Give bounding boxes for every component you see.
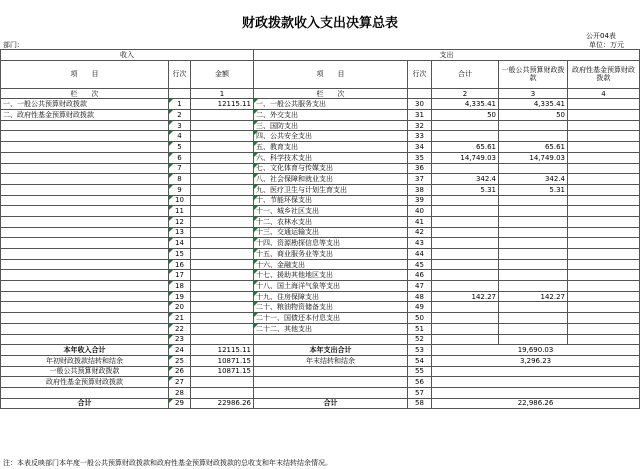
table-row (1, 152, 640, 163)
expense-total-cell (432, 227, 499, 238)
table-row (1, 99, 640, 110)
income-amount-cell (191, 238, 254, 249)
expense-general-cell: 14,749.03 (499, 152, 568, 163)
carry-line: 25 (169, 355, 191, 366)
income-amount-cell (191, 131, 254, 142)
expense-total-cell (432, 216, 499, 227)
expense-total-cell (432, 302, 499, 313)
expense-item-cell: 十、节能环保支出 (254, 195, 408, 206)
income-item-cell (1, 142, 169, 153)
expense-fund-cell (568, 238, 640, 249)
income-amount-cell (191, 152, 254, 163)
expense-line-cell: 46 (408, 270, 432, 281)
expense-general-cell (499, 238, 568, 249)
table-row (1, 323, 640, 334)
income-line-cell: 8 (169, 174, 191, 185)
grand-total-label-in: 合计 (1, 398, 169, 409)
expense-general-cell (499, 302, 568, 313)
income-amount-cell (191, 249, 254, 260)
blank-line: 28 (169, 387, 191, 398)
expense-total-cell (432, 334, 499, 345)
income-line-cell: 7 (169, 163, 191, 174)
table-row (1, 174, 640, 185)
income-line-cell: 1 (169, 99, 191, 110)
income-amount-cell (191, 216, 254, 227)
expense-item-cell: 十一、城乡社区支出 (254, 206, 408, 217)
expense-fund-cell (568, 227, 640, 238)
expense-line-cell: 32 (408, 120, 432, 131)
expense-general-cell (499, 281, 568, 292)
income-item-cell (1, 227, 169, 238)
expense-total-cell (432, 281, 499, 292)
income-item-cell (1, 302, 169, 313)
unit-label: 单位：万元 (589, 41, 624, 49)
income-item-cell (1, 291, 169, 302)
income-item-cell (1, 174, 169, 185)
expense-item-cell: 五、教育支出 (254, 142, 408, 153)
expense-item-cell: 十八、国土海洋气象等支出 (254, 281, 408, 292)
expense-item-cell: 十六、金融支出 (254, 259, 408, 270)
income-line-cell: 9 (169, 184, 191, 195)
income-item-cell (1, 184, 169, 195)
table-row (1, 142, 640, 153)
expense-fund-cell (568, 110, 640, 121)
lanci-label-ex: 栏 次 (254, 88, 408, 99)
expense-item-cell: 六、科学技术支出 (254, 152, 408, 163)
expense-line-cell: 42 (408, 227, 432, 238)
expense-item-cell: 十四、资源勘探信息等支出 (254, 238, 408, 249)
general-carry-label: 一般公共预算财政拨款 (1, 366, 169, 377)
expense-line-cell: 48 (408, 291, 432, 302)
income-item-cell (1, 163, 169, 174)
expense-total-cell: 14,749.03 (432, 152, 499, 163)
fund-ex-line: 56 (408, 377, 432, 388)
income-line-header: 行次 (169, 60, 191, 88)
expense-general-cell (499, 270, 568, 281)
expense-fund-cell (568, 302, 640, 313)
expense-fund-cell (568, 174, 640, 185)
expense-fund-cell (568, 206, 640, 217)
table-row (1, 184, 640, 195)
income-line-cell: 13 (169, 227, 191, 238)
expense-total-cell (432, 131, 499, 142)
expense-item-cell: 七、文化体育与传媒支出 (254, 163, 408, 174)
expense-general-cell: 4,335.41 (499, 99, 568, 110)
expense-total-cell: 142.27 (432, 291, 499, 302)
expense-total-cell (432, 323, 499, 334)
end-line: 54 (408, 355, 432, 366)
income-item-cell (1, 238, 169, 249)
report-title: 财政拨款收入支出决算总表 (241, 16, 398, 31)
expense-total-cell (432, 259, 499, 270)
income-line-cell: 18 (169, 281, 191, 292)
grand-total-line-ex: 58 (408, 398, 432, 409)
income-item-cell (1, 249, 169, 260)
income-amount-cell (191, 184, 254, 195)
table-row (1, 291, 640, 302)
income-amount-cell (191, 206, 254, 217)
expense-total-cell: 342.4 (432, 174, 499, 185)
expense-fund-cell (568, 163, 640, 174)
expense-total-cell (432, 313, 499, 324)
income-line-cell: 17 (169, 270, 191, 281)
expense-total-cell: 5.31 (432, 184, 499, 195)
expense-general-cell (499, 313, 568, 324)
income-item-header: 项 目 (1, 60, 169, 88)
expense-total-cell (432, 238, 499, 249)
lanci-label-in: 栏 次 (1, 88, 169, 99)
income-line-cell: 14 (169, 238, 191, 249)
expense-total-cell: 4,335.41 (432, 99, 499, 110)
income-amount-cell (191, 163, 254, 174)
table-row (1, 249, 640, 260)
table-row (1, 206, 640, 217)
income-item-cell (1, 270, 169, 281)
income-total-line: 24 (169, 345, 191, 356)
expense-general-cell: 50 (499, 110, 568, 121)
expense-fund-cell (568, 313, 640, 324)
expense-line-cell: 31 (408, 110, 432, 121)
expense-total-line: 53 (408, 345, 432, 356)
income-line-cell: 23 (169, 334, 191, 345)
expense-general-cell: 342.4 (499, 174, 568, 185)
income-line-cell: 16 (169, 259, 191, 270)
fund-carry-line: 27 (169, 377, 191, 388)
expense-general-cell (499, 120, 568, 131)
income-amount-cell (191, 142, 254, 153)
income-item-cell (1, 313, 169, 324)
table-row (1, 302, 640, 313)
col-2-index: 2 (432, 88, 499, 99)
general-carry-line: 26 (169, 366, 191, 377)
expense-general-cell (499, 206, 568, 217)
income-total-amount: 12115.11 (191, 345, 254, 356)
expense-line-cell: 45 (408, 259, 432, 270)
income-amount-cell (191, 281, 254, 292)
expense-item-header: 项 目 (254, 60, 408, 88)
income-amount-header: 金额 (191, 60, 254, 88)
income-line-cell: 6 (169, 152, 191, 163)
expense-item-cell (254, 334, 408, 345)
gov-fund-header: 政府性基金预算财政拨款 (568, 60, 640, 88)
expense-fund-cell (568, 323, 640, 334)
table-row (1, 227, 640, 238)
expense-general-cell (499, 334, 568, 345)
table-row (1, 281, 640, 292)
grand-total-amount-ex: 22,986.26 (432, 398, 640, 409)
income-line-cell: 12 (169, 216, 191, 227)
expense-fund-cell (568, 270, 640, 281)
income-item-cell (1, 152, 169, 163)
expense-fund-cell (568, 291, 640, 302)
expense-fund-cell (568, 195, 640, 206)
expense-fund-cell (568, 99, 640, 110)
expense-line-cell: 35 (408, 152, 432, 163)
expense-line-cell: 43 (408, 238, 432, 249)
fund-carry-label: 政府性基金预算财政拨款 (1, 377, 169, 388)
expense-line-cell: 33 (408, 131, 432, 142)
end-amount: 3,296.23 (432, 355, 640, 366)
table-row (1, 334, 640, 345)
expense-item-cell: 二、外交支出 (254, 110, 408, 121)
expense-line-cell: 41 (408, 216, 432, 227)
table-row (1, 259, 640, 270)
income-item-cell (1, 323, 169, 334)
general-budget-header: 一般公共预算财政拨款 (499, 60, 568, 88)
expense-item-cell: 四、公共安全支出 (254, 131, 408, 142)
income-line-cell: 3 (169, 120, 191, 131)
expense-line-cell: 36 (408, 163, 432, 174)
expense-total-cell (432, 163, 499, 174)
general-carry-amount: 10871.15 (191, 366, 254, 377)
income-item-cell (1, 259, 169, 270)
table-row (1, 313, 640, 324)
expense-fund-cell (568, 216, 640, 227)
income-line-cell: 21 (169, 313, 191, 324)
expense-header: 支出 (254, 50, 640, 61)
expense-line-cell: 47 (408, 281, 432, 292)
income-amount-cell (191, 334, 254, 345)
expense-fund-cell (568, 281, 640, 292)
expense-item-cell: 十九、住房保障支出 (254, 291, 408, 302)
table-row (1, 270, 640, 281)
income-item-cell (1, 206, 169, 217)
income-amount-cell (191, 323, 254, 334)
expense-item-cell: 十二、农林水支出 (254, 216, 408, 227)
expense-general-cell (499, 216, 568, 227)
end-label: 年末结转和结余 (254, 355, 408, 366)
expense-fund-cell (568, 120, 640, 131)
income-line-cell: 22 (169, 323, 191, 334)
income-line-cell: 2 (169, 110, 191, 121)
expense-fund-cell (568, 249, 640, 260)
income-item-cell (1, 195, 169, 206)
carry-amount: 10871.15 (191, 355, 254, 366)
carry-label: 年初财政拨款结转和结余 (1, 355, 169, 366)
expense-total-header: 合计 (432, 60, 499, 88)
expense-fund-cell (568, 131, 640, 142)
expense-line-cell: 40 (408, 206, 432, 217)
income-amount-cell (191, 270, 254, 281)
col-3-index: 3 (499, 88, 568, 99)
income-line-cell: 20 (169, 302, 191, 313)
income-amount-cell (191, 174, 254, 185)
table-row (1, 110, 640, 121)
expense-line-cell: 44 (408, 249, 432, 260)
expense-item-cell: 二十二、其他支出 (254, 323, 408, 334)
income-line-cell: 5 (169, 142, 191, 153)
expense-item-cell: 十七、援助其他地区支出 (254, 270, 408, 281)
expense-item-cell: 九、医疗卫生与计划生育支出 (254, 184, 408, 195)
expense-line-cell: 49 (408, 302, 432, 313)
expense-total-cell: 50 (432, 110, 499, 121)
table-row (1, 216, 640, 227)
expense-item-cell: 八、社会保障和就业支出 (254, 174, 408, 185)
blank-ex-line: 57 (408, 387, 432, 398)
expense-line-cell: 52 (408, 334, 432, 345)
grand-total-amount-in: 22986.26 (191, 398, 254, 409)
income-item-cell (1, 281, 169, 292)
expense-fund-cell (568, 334, 640, 345)
expense-general-cell (499, 227, 568, 238)
table-row (1, 238, 640, 249)
expense-fund-cell (568, 184, 640, 195)
expense-total-label: 本年支出合计 (254, 345, 408, 356)
income-amount-cell (191, 120, 254, 131)
income-item-cell (1, 120, 169, 131)
table-row (1, 120, 640, 131)
footnote: 注：本表反映部门本年度一般公共预算财政拨款和政府性基金预算财政拨款的总收支和年末结转结余情况。 (3, 459, 332, 467)
income-amount-cell (191, 227, 254, 238)
income-total-label: 本年收入合计 (1, 345, 169, 356)
expense-line-cell: 51 (408, 323, 432, 334)
expense-general-cell (499, 259, 568, 270)
income-item-cell: 二、政府性基金预算财政拨款 (1, 110, 169, 121)
expense-general-cell: 5.31 (499, 184, 568, 195)
expense-item-cell: 三、国防支出 (254, 120, 408, 131)
finance-table (0, 49, 640, 409)
expense-item-cell: 二十、粮油物资储备支出 (254, 302, 408, 313)
income-amount-cell (191, 313, 254, 324)
table-row (1, 163, 640, 174)
income-amount-cell (191, 110, 254, 121)
col-1-index: 1 (191, 88, 254, 99)
income-header: 收入 (1, 50, 254, 61)
income-amount-cell (191, 302, 254, 313)
expense-line-cell: 50 (408, 313, 432, 324)
expense-fund-cell (568, 142, 640, 153)
expense-item-cell: 一、一般公共服务支出 (254, 99, 408, 110)
expense-total-amount: 19,690.03 (432, 345, 640, 356)
income-amount-cell (191, 291, 254, 302)
grand-total-line-in: 29 (169, 398, 191, 409)
expense-total-cell: 65.61 (432, 142, 499, 153)
income-line-cell: 4 (169, 131, 191, 142)
expense-line-header: 行次 (408, 60, 432, 88)
expense-item-cell: 十五、商业服务业等支出 (254, 249, 408, 260)
income-amount-cell (191, 259, 254, 270)
expense-total-cell (432, 249, 499, 260)
expense-total-cell (432, 195, 499, 206)
expense-general-cell: 142.27 (499, 291, 568, 302)
income-item-cell: 一、一般公共预算财政拨款 (1, 99, 169, 110)
form-code: 公开04表 (586, 32, 616, 40)
expense-line-cell: 38 (408, 184, 432, 195)
income-item-cell (1, 216, 169, 227)
income-amount-cell: 12115.11 (191, 99, 254, 110)
expense-total-cell (432, 206, 499, 217)
expense-line-cell: 34 (408, 142, 432, 153)
expense-total-cell (432, 270, 499, 281)
expense-general-cell (499, 249, 568, 260)
income-item-cell (1, 334, 169, 345)
col-4-index: 4 (568, 88, 640, 99)
expense-fund-cell (568, 259, 640, 270)
expense-general-cell (499, 131, 568, 142)
expense-general-cell: 65.61 (499, 142, 568, 153)
income-item-cell (1, 131, 169, 142)
expense-general-cell (499, 195, 568, 206)
expense-line-cell: 39 (408, 195, 432, 206)
expense-fund-cell (568, 152, 640, 163)
general-ex-line: 55 (408, 366, 432, 377)
expense-general-cell (499, 163, 568, 174)
expense-general-cell (499, 323, 568, 334)
expense-item-cell: 二十一、国债还本付息支出 (254, 313, 408, 324)
grand-total-label-ex: 合计 (254, 398, 408, 409)
income-line-cell: 19 (169, 291, 191, 302)
income-line-cell: 15 (169, 249, 191, 260)
expense-line-cell: 37 (408, 174, 432, 185)
table-row (1, 131, 640, 142)
expense-total-cell (432, 120, 499, 131)
table-row (1, 195, 640, 206)
income-amount-cell (191, 195, 254, 206)
expense-item-cell: 十三、交通运输支出 (254, 227, 408, 238)
department-label: 部门: (3, 41, 20, 49)
expense-line-cell: 30 (408, 99, 432, 110)
income-line-cell: 10 (169, 195, 191, 206)
income-line-cell: 11 (169, 206, 191, 217)
